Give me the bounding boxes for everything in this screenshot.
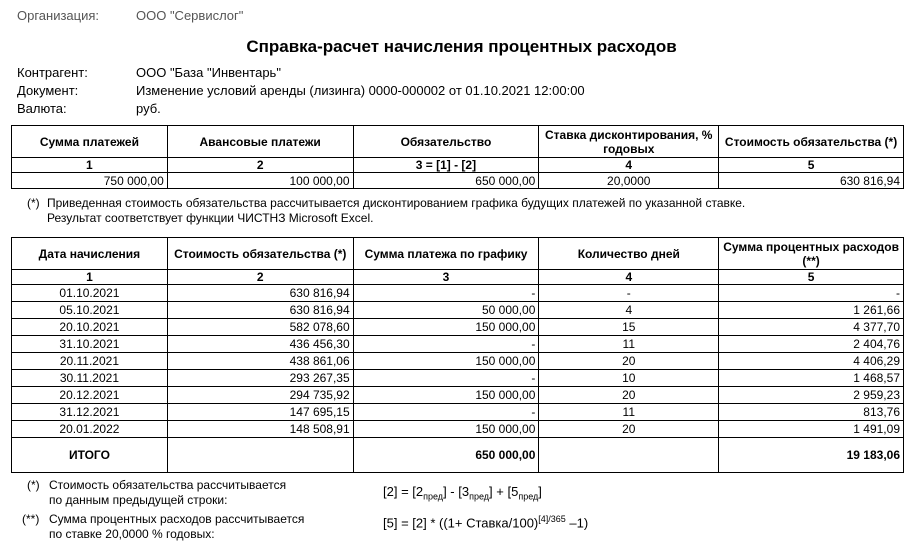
header-cell: Сумма платежа по графику bbox=[353, 238, 539, 270]
info-label-currency: Валюта: bbox=[17, 101, 67, 116]
formula-liability: $[2] = [2_{пред}] - [3_{пред}] + [5_{пред}]$ bbox=[383, 484, 542, 502]
header-cell: Количество дней bbox=[539, 238, 719, 270]
footnote-line: по ставке 20,0000 % годовых: bbox=[49, 527, 215, 541]
info-value-currency: руб. bbox=[136, 101, 161, 116]
table-cell: 15 bbox=[539, 319, 719, 336]
table-cell: 1 491,09 bbox=[719, 421, 904, 438]
column-number-row bbox=[12, 158, 904, 173]
table-cell: - bbox=[539, 285, 719, 302]
total-row bbox=[12, 438, 904, 473]
table-cell: 150 000,00 bbox=[353, 421, 539, 438]
total-payments: 650 000,00 bbox=[353, 438, 539, 473]
header-cell: Сумма платежей bbox=[12, 126, 168, 158]
table-cell: 05.10.2021 bbox=[12, 302, 168, 319]
column-number: 2 bbox=[167, 158, 353, 173]
table-cell: 20.12.2021 bbox=[12, 387, 168, 404]
total-empty-cell bbox=[167, 438, 353, 473]
table-cell: 11 bbox=[539, 336, 719, 353]
header-cell: Сумма процентных расходов (**) bbox=[719, 238, 904, 270]
header-cell: Ставка дисконтирования, % годовых bbox=[539, 126, 719, 158]
table-row bbox=[12, 285, 904, 302]
table-cell: 148 508,91 bbox=[167, 421, 353, 438]
table-cell: - bbox=[353, 370, 539, 387]
table-cell: 293 267,35 bbox=[167, 370, 353, 387]
interest-schedule-table bbox=[11, 237, 904, 473]
table-cell: 20.10.2021 bbox=[12, 319, 168, 336]
page-title: Справка-расчет начисления процентных расходов bbox=[246, 37, 677, 56]
table-cell: 1 468,57 bbox=[719, 370, 904, 387]
header-cell: Стоимость обязательства (*) bbox=[167, 238, 353, 270]
table-cell: 147 695,15 bbox=[167, 404, 353, 421]
table-row bbox=[12, 387, 904, 404]
column-number-row bbox=[12, 270, 904, 285]
footnote-line: Стоимость обязательства рассчитывается bbox=[49, 478, 287, 492]
table-row bbox=[12, 302, 904, 319]
column-number: 1 bbox=[12, 270, 168, 285]
table-row bbox=[12, 370, 904, 387]
table-cell: 01.10.2021 bbox=[12, 285, 168, 302]
table-row bbox=[12, 404, 904, 421]
total-interest: 19 183,06 bbox=[719, 438, 904, 473]
footnote-line: Сумма процентных расходов рассчитывается bbox=[49, 512, 305, 526]
info-value-document: Изменение условий аренды (лизинга) 0000-000002 от 01.10.2021 12:00:00 bbox=[136, 83, 585, 98]
table-cell: 20.01.2022 bbox=[12, 421, 168, 438]
column-number: 1 bbox=[12, 158, 168, 173]
column-number: 4 bbox=[539, 158, 719, 173]
org-value: ООО "Сервислог" bbox=[136, 8, 244, 23]
table-cell: 20.11.2021 bbox=[12, 353, 168, 370]
table-cell: 20 bbox=[539, 421, 719, 438]
table-cell: 813,76 bbox=[719, 404, 904, 421]
table-cell: 31.12.2021 bbox=[12, 404, 168, 421]
header-cell: Стоимость обязательства (*) bbox=[719, 126, 904, 158]
table-cell: 31.10.2021 bbox=[12, 336, 168, 353]
column-number: 2 bbox=[167, 270, 353, 285]
table-cell: 20 bbox=[539, 353, 719, 370]
table-row bbox=[12, 319, 904, 336]
table-cell: 630 816,94 bbox=[167, 285, 353, 302]
table-row bbox=[12, 421, 904, 438]
table-cell: - bbox=[353, 336, 539, 353]
column-number: 3 = [1] - [2] bbox=[353, 158, 539, 173]
table-cell: 30.11.2021 bbox=[12, 370, 168, 387]
table-cell: - bbox=[719, 285, 904, 302]
org-label: Организация: bbox=[17, 8, 100, 23]
table-cell: 11 bbox=[539, 404, 719, 421]
table-cell: 20 bbox=[539, 387, 719, 404]
table-header-row bbox=[12, 238, 904, 270]
table-row bbox=[12, 336, 904, 353]
table-cell: - bbox=[353, 404, 539, 421]
footnote-mark: (**) bbox=[22, 512, 40, 526]
value-cell: 20,0000 bbox=[539, 173, 719, 189]
header-cell: Авансовые платежи bbox=[167, 126, 353, 158]
column-number: 5 bbox=[719, 158, 904, 173]
value-cell: 100 000,00 bbox=[167, 173, 353, 189]
value-cell: 750 000,00 bbox=[12, 173, 168, 189]
table-cell: 150 000,00 bbox=[353, 353, 539, 370]
note-line: Результат соответствует функции ЧИСТНЗ Microsoft Excel. bbox=[47, 211, 374, 225]
header-cell: Обязательство bbox=[353, 126, 539, 158]
table-row bbox=[12, 353, 904, 370]
schedule-rows bbox=[12, 285, 904, 438]
table-cell: 150 000,00 bbox=[353, 319, 539, 336]
column-number: 5 bbox=[719, 270, 904, 285]
table-row bbox=[12, 173, 904, 189]
table-cell: 294 735,92 bbox=[167, 387, 353, 404]
table-cell: 50 000,00 bbox=[353, 302, 539, 319]
value-cell: 650 000,00 bbox=[353, 173, 539, 189]
table-cell: 582 078,60 bbox=[167, 319, 353, 336]
table-cell: 630 816,94 bbox=[167, 302, 353, 319]
table-cell: 10 bbox=[539, 370, 719, 387]
total-empty-cell bbox=[539, 438, 719, 473]
table-cell: 438 861,06 bbox=[167, 353, 353, 370]
table-cell: 2 404,76 bbox=[719, 336, 904, 353]
table-cell: 1 261,66 bbox=[719, 302, 904, 319]
value-cell: 630 816,94 bbox=[719, 173, 904, 189]
header-cell: Дата начисления bbox=[12, 238, 168, 270]
table-cell: 2 959,23 bbox=[719, 387, 904, 404]
liability-summary-table bbox=[11, 125, 904, 189]
info-label-counterparty: Контрагент: bbox=[17, 65, 88, 80]
formula-interest: [5] = [2] * ((1+ Ставка/100)$^{[4]/365}$ –1) bbox=[383, 514, 589, 531]
table-cell: 4 bbox=[539, 302, 719, 319]
note-mark: (*) bbox=[27, 196, 40, 210]
table-header-row bbox=[12, 126, 904, 158]
table-cell: 150 000,00 bbox=[353, 387, 539, 404]
table-cell: 436 456,30 bbox=[167, 336, 353, 353]
info-label-document: Документ: bbox=[17, 83, 79, 98]
total-label: ИТОГО bbox=[12, 438, 168, 473]
table-cell: 4 377,70 bbox=[719, 319, 904, 336]
table-cell: - bbox=[353, 285, 539, 302]
table-cell: 4 406,29 bbox=[719, 353, 904, 370]
column-number: 4 bbox=[539, 270, 719, 285]
column-number: 3 bbox=[353, 270, 539, 285]
footnote-mark: (*) bbox=[27, 478, 40, 492]
note-line: Приведенная стоимость обязательства рассчитывается дисконтированием графика будущих платежей по указанной ставке. bbox=[47, 196, 746, 210]
footnote-line: по данным предыдущей строки: bbox=[49, 493, 228, 507]
info-value-counterparty: ООО "База "Инвентарь" bbox=[136, 65, 281, 80]
